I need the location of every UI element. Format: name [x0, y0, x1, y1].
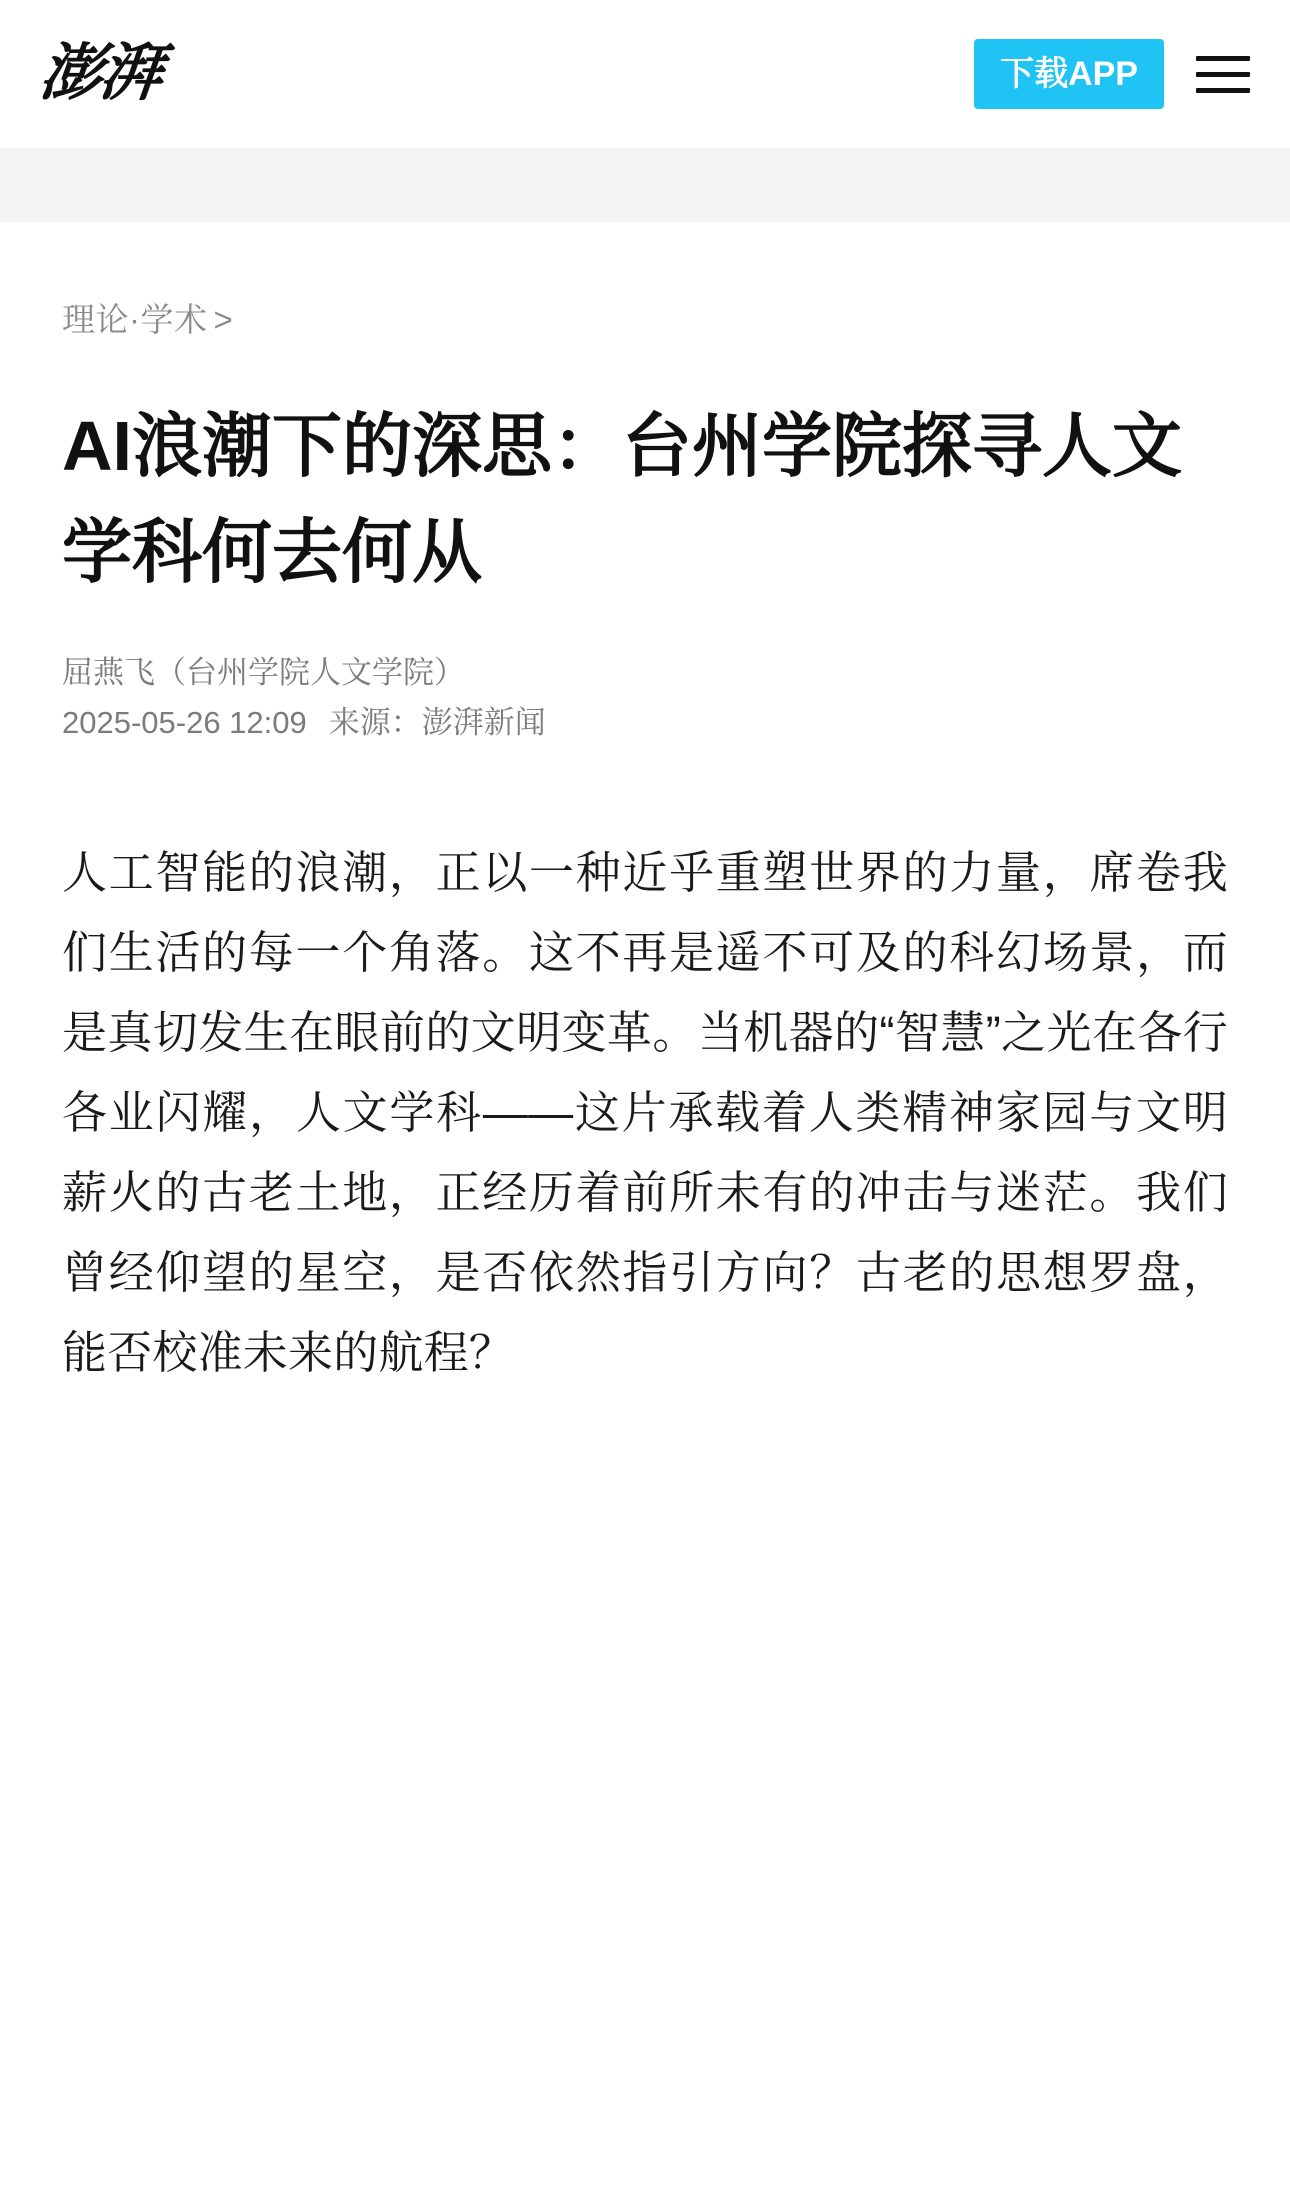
hamburger-menu-icon[interactable]: [1194, 45, 1252, 103]
article-container: [0, 294, 1290, 1393]
article-source-label: 来源：: [328, 705, 422, 741]
article-paragraph: 人工智能的浪潮，正以一种近乎重塑世界的力量，席卷我们生活的每一个角落。这不再是遥不可及的科幻场景，而是真切发生在眼前的文明变革。当机器的“智慧”之光在各行各业闪耀，人文学科——这片承载着人类精神家园与文明薪火的古老土地，正经历着前所未有的冲击与迷茫。我们曾经仰望的星空，是否依然指引方向？古老的思想罗盘，能否校准未来的航程？: [62, 846, 1228, 1379]
top-navigation-bar: [0, 0, 1290, 148]
hamburger-line-3: [1196, 88, 1250, 93]
breadcrumb[interactable]: [62, 294, 1228, 341]
article-byline: [62, 650, 1228, 747]
breadcrumb-category[interactable]: 理论·学术: [62, 301, 208, 338]
article-meta-line: [62, 700, 1228, 747]
article-source-name: 澎湃新闻: [421, 705, 546, 741]
hamburger-line-2: [1196, 72, 1250, 77]
download-app-button[interactable]: 下载APP: [974, 39, 1164, 109]
breadcrumb-arrow-icon: >: [213, 301, 234, 338]
article-body: [62, 833, 1228, 1394]
article-timestamp: 2025-05-26 12:09: [62, 705, 307, 741]
site-logo[interactable]: [36, 0, 164, 148]
hamburger-line-1: [1196, 56, 1250, 61]
top-bar-actions: [974, 39, 1252, 109]
site-logo-text: 澎湃: [36, 40, 164, 108]
page-title: AI浪潮下的深思：台州学院探寻人文学科何去何从: [62, 407, 1182, 592]
article-author: 屈燕飞（台州学院人文学院）: [62, 654, 465, 690]
header-divider-band: [0, 148, 1290, 222]
